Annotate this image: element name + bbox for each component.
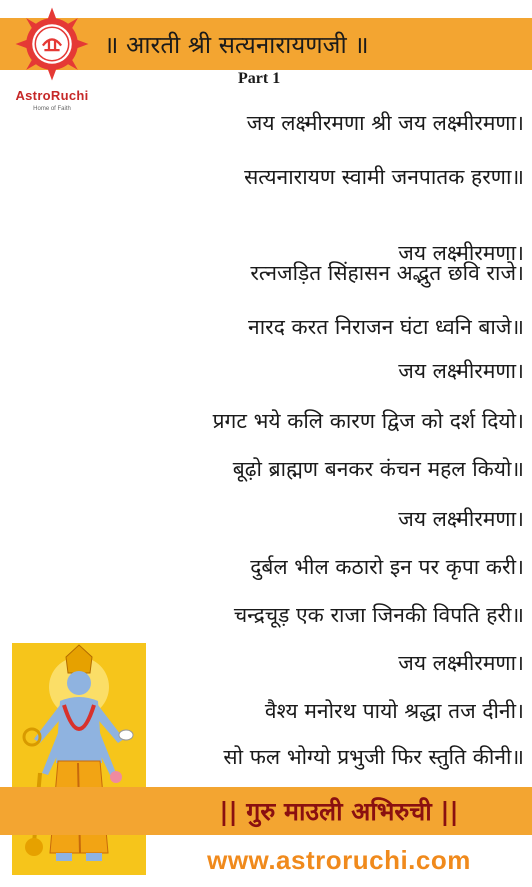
verse-line: वैश्य मनोरथ पायो श्रद्धा तज दीनी। <box>264 699 524 723</box>
satyanarayan-deity-icon <box>12 643 146 875</box>
footer-motto: || गुरु माउली अभिरुची || <box>219 797 459 826</box>
mandala-logo-icon <box>14 6 90 82</box>
astroruchi-logo <box>4 6 100 124</box>
verse-line: चन्द्रचूड़ एक राजा जिनकी विपति हरी॥ <box>233 603 524 627</box>
verse-line: जय लक्ष्मीरमणा। <box>398 507 524 531</box>
verse-line: जय लक्ष्मीरमणा। <box>398 651 524 675</box>
website-link[interactable]: www.astroruchi.com <box>207 844 471 875</box>
deity-image <box>12 643 146 875</box>
page-title: ॥ आरती श्री सत्यनारायणजी ॥ <box>104 30 369 59</box>
verse-line: जय लक्ष्मीरमणा। <box>398 359 524 383</box>
verse-line: प्रगट भये कलि कारण द्विज को दर्श दियो। <box>212 409 524 433</box>
verse-line: सत्यनारायण स्वामी जनपातक हरणा॥ <box>244 165 524 189</box>
logo-tagline: Home of Faith <box>33 106 71 112</box>
verse-line: सो फल भोग्यो प्रभुजी फिर स्तुति कीनी॥ <box>223 745 524 769</box>
verse-line: दुर्बल भील कठारो इन पर कृपा करी। <box>250 555 524 579</box>
verse-line: जय लक्ष्मीरमणा श्री जय लक्ष्मीरमणा। <box>246 111 524 135</box>
verse-line: बूढ़ो ब्राह्मण बनकर कंचन महल कियो॥ <box>232 457 524 481</box>
part-label: Part 1 <box>238 70 281 87</box>
logo-name: AstroRuchi <box>15 88 89 103</box>
verse-line: जय लक्ष्मीरमणा। <box>398 241 524 265</box>
verse-line: रत्नजड़ित सिंहासन अद्भुत छवि राजे। <box>250 261 524 285</box>
verse-line: नारद करत निराजन घंटा ध्वनि बाजे॥ <box>248 315 524 339</box>
